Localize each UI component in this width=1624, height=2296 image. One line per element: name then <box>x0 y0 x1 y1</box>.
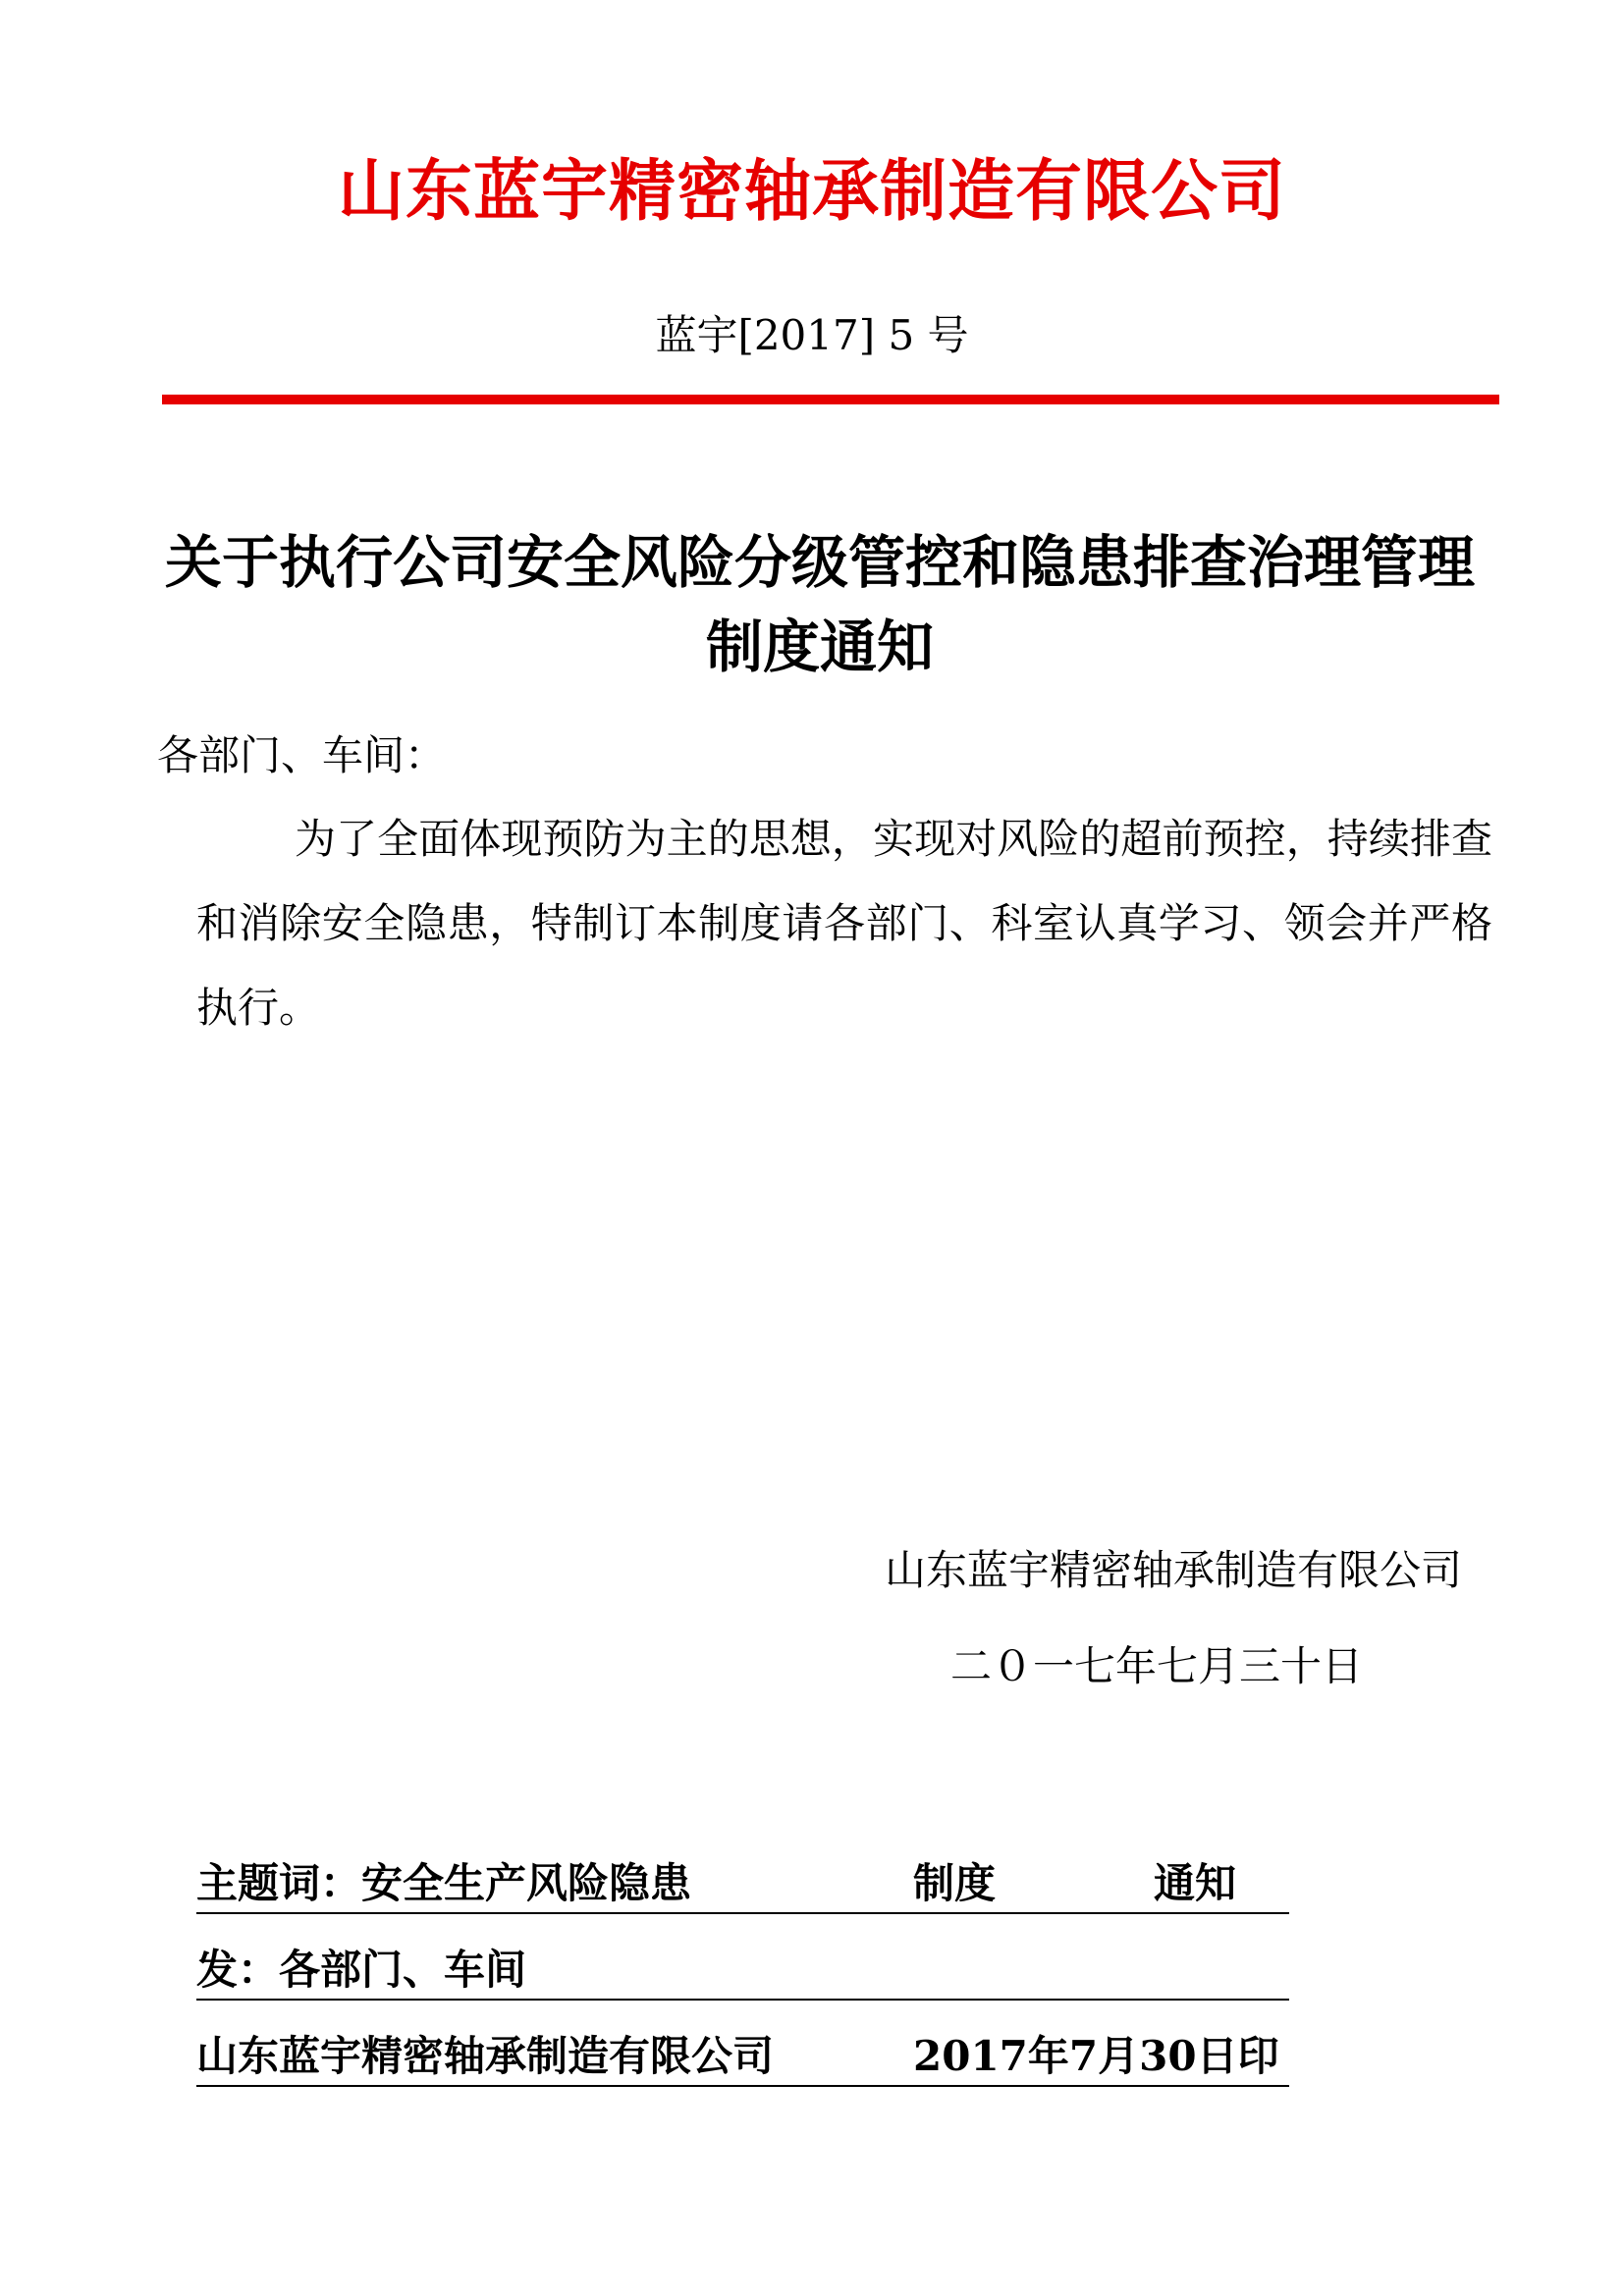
document-number: 蓝宇[2017] 5 号 <box>655 311 969 359</box>
signature-date: 二０一七年七月三十日 <box>949 1642 1363 1690</box>
salutation: 各部门、车间： <box>157 731 447 779</box>
subject-word-notice: 通知 <box>1154 1859 1237 1907</box>
notice-body: 为了全面体现预防为主的思想，实现对风险的超前预控，持续排查和消除安全隐患，特制订本制度请各部门、科室认真学习、领会并严格执行。 <box>196 815 1492 1032</box>
subject-word-regulation: 制度 <box>913 1859 997 1907</box>
print-company: 山东蓝宇精密轴承制造有限公司 <box>196 2032 775 2080</box>
print-date: 2017年7月30日印 <box>913 2032 1279 2080</box>
footer-print-row <box>196 2028 1289 2087</box>
red-header-rule <box>162 395 1499 404</box>
distribution-list: 发：各部门、车间 <box>196 1946 527 1994</box>
signature-company: 山东蓝宇精密轴承制造有限公司 <box>884 1546 1462 1594</box>
subject-words: 主题词：安全生产风险隐患 <box>196 1859 692 1907</box>
masthead-company-name: 山东蓝宇精密轴承制造有限公司 <box>337 152 1286 231</box>
footer-subject-row <box>196 1855 1289 1914</box>
footer-distribution-row <box>196 1942 1289 2001</box>
notice-title: 关于执行公司安全风险分级管控和隐患排查治理管理制度通知 <box>164 529 1475 680</box>
